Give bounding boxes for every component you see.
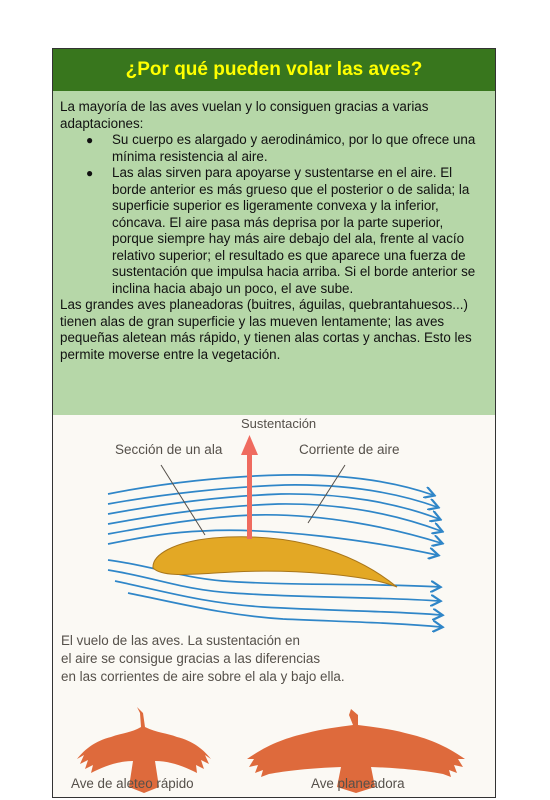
figure-caption-line: el aire se consigue gracias a las diferencias (61, 651, 321, 666)
list-item (60, 132, 487, 165)
content-card (52, 48, 496, 798)
air-current-label: Corriente de aire (299, 442, 400, 457)
adaptations-list (60, 132, 487, 297)
bullet-icon: ● (86, 166, 94, 180)
list-item-text: Su cuerpo es alargado y aerodinámico, por lo que ofrece una mínima resistencia al aire. (112, 132, 476, 164)
flapping-bird-label: Ave de aleteo rápido (71, 776, 194, 791)
closing-paragraph: Las grandes aves planeadoras (buitres, águilas, quebrantahuesos...) tienen alas de gran superficie y las mueven lentamente; las aves pequeñas aletean más rápido, y tienen alas cortas y anchas. Esto les permite moverse entre la vegetación. (60, 297, 472, 362)
flight-diagram (53, 415, 495, 798)
list-item (60, 165, 487, 297)
text-panel (53, 91, 495, 415)
bullet-icon: ● (86, 133, 94, 147)
flight-illustration (53, 415, 495, 798)
figure-caption-line: El vuelo de las aves. La sustentación en (61, 633, 300, 648)
card-title: ¿Por qué pueden volar las aves? (53, 49, 495, 91)
gliding-bird-label: Ave planeadora (311, 776, 405, 791)
lift-label: Sustentación (241, 416, 317, 431)
figure-caption-line: en las corrientes de aire sobre el ala y bajo ella. (61, 669, 345, 684)
list-item-text: Las alas sirven para apoyarse y sustentarse en el aire. El borde anterior es más grueso que el posterior o de salida; la superficie superior es ligeramente convexa y la inferior, cóncava. El aire pasa más deprisa por la parte superior, porque siempre hay más aire debajo del ala, frente al vacío relativo superior; el resultado es que aparece una fuerza de sustentación que impulsa hacia arriba. Si el borde anterior se inclina hacia abajo un poco, el ave sube. (112, 165, 476, 296)
intro-paragraph: La mayoría de las aves vuelan y lo consiguen gracias a varias adaptaciones: (60, 99, 429, 131)
wing-section-shape (153, 537, 397, 587)
wing-section-label: Sección de un ala (115, 442, 223, 457)
